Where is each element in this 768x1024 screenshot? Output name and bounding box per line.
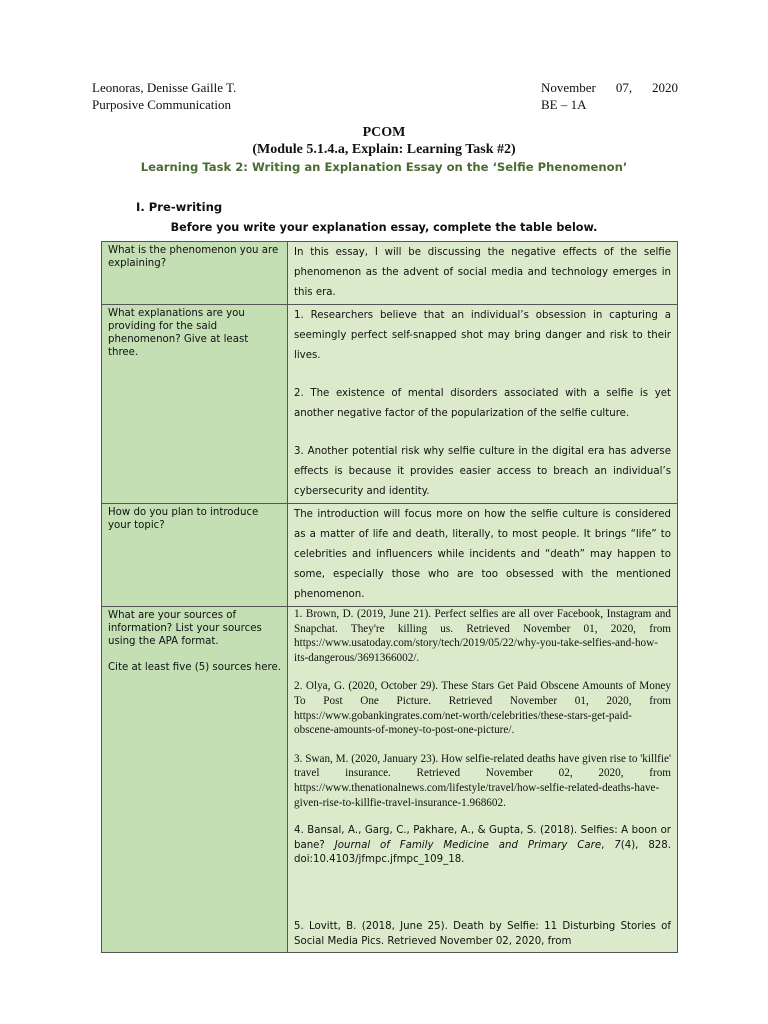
table-row bbox=[102, 504, 678, 607]
prewriting-table bbox=[101, 241, 678, 953]
answer-cell bbox=[288, 305, 678, 504]
subject-name: Purposive Communication bbox=[92, 97, 232, 112]
answer-text: The introduction will focus more on how the selfie culture is considered as a matter of life and death, literally, to most people. It brings “life” to celebrities and influencers while incidents and “death” may happen to some, especially those who are too obsessed with the mentioned phenomenon. bbox=[294, 509, 671, 600]
section-label: BE – 1A bbox=[541, 97, 587, 112]
source-item: 3. Swan, M. (2020, January 23). How selfie-related deaths have given rise to 'killfie' travel insurance. Retrieved November 02, 2020, from https://www.thenationalnews.com/lifestyle/travel/how-selfie-related-deaths-have-given-rise-to-killfie-travel-insurance-1.968602. bbox=[294, 752, 671, 809]
question-cell bbox=[102, 305, 288, 504]
explanation-item: 3. Another potential risk why selfie culture in the digital era has adverse effects is because it provides easier access to breach an individual’s cybersecurity and identity. bbox=[294, 446, 671, 497]
source-item: 4. Bansal, A., Garg, C., Pakhare, A., & Gupta, S. (2018). Selfies: A boon or bane? Journal of Family Medicine and Primary Care, 7(4), 828. doi:10.4103/jfmpc.jfmpc_109_18. bbox=[294, 825, 671, 866]
instruction-text: Before you write your explanation essay, complete the table below. bbox=[170, 221, 598, 234]
question-text: What explanations are you providing for the said phenomenon? Give at least three. bbox=[108, 308, 249, 358]
task-title: Learning Task 2: Writing an Explanation Essay on the ‘Selfie Phenomenon’ bbox=[140, 160, 628, 174]
date bbox=[541, 79, 678, 96]
answer-cell bbox=[288, 504, 678, 607]
table-row bbox=[102, 305, 678, 504]
table-row bbox=[102, 607, 678, 953]
source-item: 5. Lovitt, B. (2018, June 25). Death by Selfie: 11 Disturbing Stories of Social Media Pics. Retrieved November 02, 2020, from bbox=[294, 920, 671, 947]
section-heading: I. Pre-writing bbox=[136, 200, 223, 214]
question-text: What are your sources of information? List your sources using the APA format. bbox=[108, 610, 262, 647]
question-cell bbox=[102, 242, 288, 305]
date-year: 2020 bbox=[652, 80, 678, 95]
student-name: Leonoras, Denisse Gaille T. bbox=[92, 80, 237, 95]
source-item: 1. Brown, D. (2019, June 21). Perfect selfies are all over Facebook, Instagram and Snapchat. They're killing us. Retrieved November 01, 2020, from https://www.usatoday.com/story/tech/2019/05/22/why-you-take-selfies-and-how-its-dangerous/3691366002/. bbox=[294, 608, 671, 664]
document-header-right bbox=[541, 79, 678, 113]
date-month: November bbox=[541, 80, 596, 95]
journal-volume: 7 bbox=[614, 839, 621, 851]
question-text: How do you plan to introduce your topic? bbox=[108, 507, 259, 531]
sources-cell bbox=[288, 607, 678, 953]
title-block bbox=[0, 124, 768, 158]
question-cell bbox=[102, 504, 288, 607]
source-item: 2. Olya, G. (2020, October 29). These Stars Get Paid Obscene Amounts of Money To Post One Picture. Retrieved November 01, 2020, from https://www.gobankingrates.com/net-worth/celebrities/these-stars-get-paid-obscene-amounts-of-money-to-post-one-picture/. bbox=[294, 680, 671, 737]
answer-cell bbox=[288, 242, 678, 305]
answer-text: In this essay, I will be discussing the negative effects of the selfie phenomenon as the advent of social media and technology emerges in this era. bbox=[294, 247, 671, 298]
table-row bbox=[102, 242, 678, 305]
document-header-left bbox=[92, 79, 236, 113]
module-title: (Module 5.1.4.a, Explain: Learning Task #2) bbox=[252, 142, 516, 157]
question-cell bbox=[102, 607, 288, 953]
journal-title: Journal of Family Medicine and Primary Care bbox=[334, 839, 602, 851]
question-note: Cite at least five (5) sources here. bbox=[108, 662, 281, 673]
date-day: 07, bbox=[615, 80, 633, 95]
question-text: What is the phenomenon you are explaining? bbox=[108, 245, 279, 269]
explanation-item: 1. Researchers believe that an individual’s obsession in capturing a seemingly perfect self-snapped shot may bring danger and risk to their lives. bbox=[294, 310, 671, 361]
course-title: PCOM bbox=[362, 125, 406, 140]
explanation-item: 2. The existence of mental disorders associated with a selfie is yet another negative factor of the popularization of the selfie culture. bbox=[294, 388, 671, 419]
